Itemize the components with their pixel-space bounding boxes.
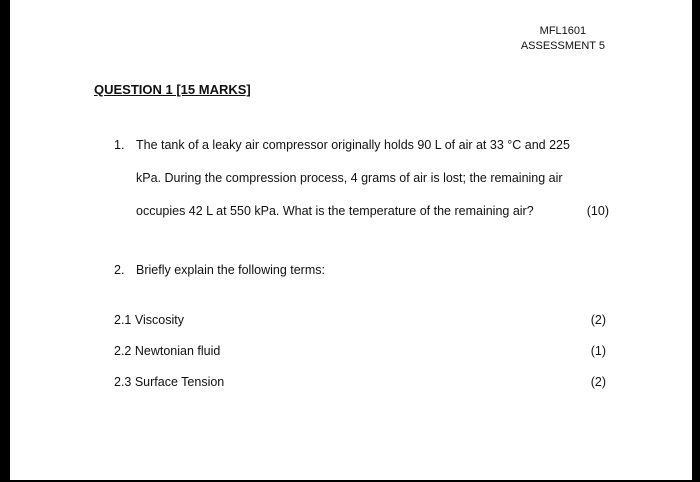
question-number: 1.	[114, 138, 125, 152]
sub-question-label: 2.1 Viscosity	[114, 313, 184, 327]
marks-label: (2)	[590, 313, 606, 327]
question-text: occupies 42 L at 550 kPa. What is the temperature of the remaining air?	[136, 204, 534, 218]
question-text-line	[136, 204, 609, 218]
course-code: MFL1601	[539, 25, 587, 37]
document-header	[521, 24, 605, 54]
sub-question-label: 2.3 Surface Tension	[114, 375, 225, 389]
assessment-label: ASSESSMENT 5	[520, 40, 605, 52]
question-text-line: The tank of a leaky air compressor originally holds 90 L of air at 33 °C and 225	[136, 138, 570, 152]
marks-label: (10)	[586, 204, 609, 218]
sub-question-label: 2.2 Newtonian fluid	[114, 344, 221, 358]
question-number: 2.	[114, 263, 125, 277]
marks-label: (2)	[590, 375, 606, 389]
question-title: QUESTION 1 [15 MARKS]	[94, 82, 251, 97]
question-text: Briefly explain the following terms:	[136, 263, 325, 277]
marks-label: (1)	[590, 344, 606, 358]
document-page	[10, 0, 692, 480]
question-text-line: kPa. During the compression process, 4 grams of air is lost; the remaining air	[136, 171, 563, 185]
